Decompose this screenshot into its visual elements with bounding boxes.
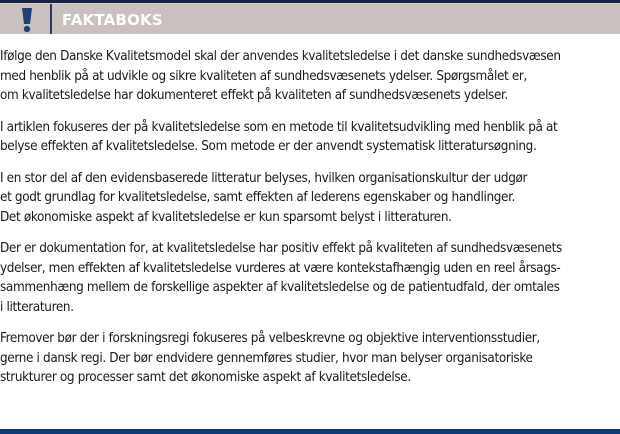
- text-line: om kvalitetsledelse har dokumenteret effekt på kvaliteten af sundhedsvæsenets ydelser.: [0, 88, 508, 103]
- box-title: FAKTABOKS: [62, 11, 163, 29]
- text-line: med henblik på at udvikle og sikre kvaliteten af sundhedsvæsenets ydelser. Spørgsmålet er,: [0, 68, 527, 84]
- exclamation-icon: [17, 6, 37, 34]
- footer-bar: [0, 429, 620, 434]
- text-line: sammenhæng mellem de forskellige aspekter af kvalitetsledelse og de patientudfald, der omtales: [0, 280, 560, 295]
- paragraph-3: [0, 169, 620, 228]
- text-line: Ifølge den Danske Kvalitetsmodel skal der anvendes kvalitetsledelse i det danske sundhedsvæsen: [0, 49, 561, 64]
- text-line: Der er dokumentation for, at kvalitetsledelse har positiv effekt på kvaliteten af sundhedsvæsenets: [0, 241, 562, 256]
- paragraph-5: [0, 329, 620, 388]
- paragraph-2: [0, 118, 620, 157]
- text-line: belyse effekten af kvalitetsledelse. Som metode er der anvendt systematisk litteratursøgning.: [0, 139, 537, 154]
- paragraph-4: [0, 239, 620, 317]
- faktaboks-header: [0, 3, 620, 34]
- text-line: I artiklen fokuseres der på kvalitetsledelse som en metode til kvalitetsudvikling med henblik på at: [0, 119, 558, 135]
- header-divider: [50, 4, 52, 34]
- faktaboks-body: [0, 47, 620, 400]
- text-line: Fremover bør der i forskningsregi fokuseres på velbeskrevne og objektive interventionsstudier,: [0, 331, 540, 346]
- text-line: et godt grundlag for kvalitetsledelse, samt effekten af lederens egenskaber og handlinger.: [0, 190, 515, 205]
- paragraph-1: [0, 47, 620, 106]
- text-line: i litteraturen.: [0, 299, 74, 315]
- text-line: I en stor del af den evidensbaserede litteratur belyses, hvilken organisationskultur der udgør: [0, 170, 528, 186]
- text-line: strukturer og processer samt det økonomiske aspekt af kvalitetsledelse.: [0, 370, 411, 385]
- text-line: Det økonomiske aspekt af kvalitetsledelse er kun sparsomt belyst i litteraturen.: [0, 209, 452, 225]
- text-line: gerne i dansk regi. Der bør endvidere gennemføres studier, hvor man belyser organisatoriske: [0, 350, 533, 366]
- text-line: ydelser, men effekten af kvalitetsledelse vurderes at være kontekstafhængig uden en reel årsags-: [0, 260, 561, 276]
